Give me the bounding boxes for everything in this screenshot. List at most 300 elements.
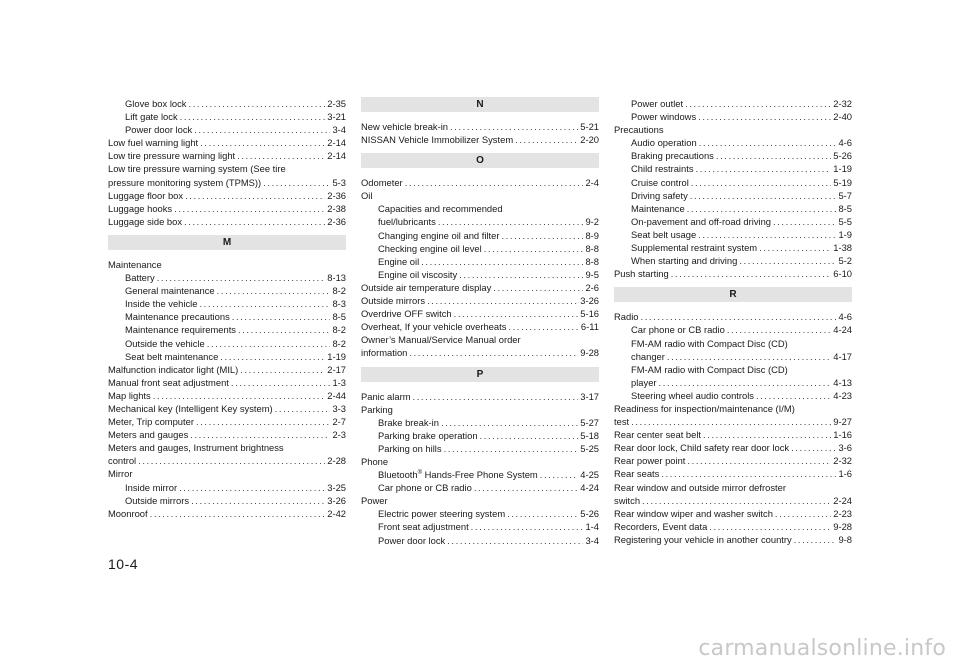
entry-label-text: information bbox=[361, 347, 408, 359]
page-reference: 6-11 bbox=[580, 321, 599, 333]
index-entry bbox=[108, 376, 346, 389]
page-reference: 8-9 bbox=[585, 229, 599, 241]
dot-leader bbox=[480, 429, 579, 442]
entry-label bbox=[614, 454, 685, 467]
section-letter-header: N bbox=[361, 97, 599, 112]
entry-label bbox=[631, 241, 757, 254]
index-subheading: Maintenance bbox=[108, 258, 162, 270]
entry-label bbox=[108, 376, 229, 389]
index-entry bbox=[361, 346, 599, 359]
page-reference: 1-38 bbox=[833, 242, 852, 254]
entry-label-text: Panic alarm bbox=[361, 390, 411, 402]
dot-leader bbox=[773, 215, 836, 228]
index-subheading: Low tire pressure warning system (See tire bbox=[108, 163, 286, 175]
dot-leader bbox=[727, 323, 831, 336]
entry-label bbox=[378, 255, 419, 268]
index-entry bbox=[614, 202, 852, 215]
entry-label-text: Outside air temperature display bbox=[361, 281, 492, 293]
page-reference: 2-42 bbox=[327, 507, 346, 519]
index-subheading: Oil bbox=[361, 190, 373, 202]
page-reference: 3-4 bbox=[585, 534, 599, 546]
entry-label bbox=[614, 520, 707, 533]
dot-leader bbox=[238, 323, 330, 336]
index-entry bbox=[108, 350, 346, 363]
dot-leader bbox=[232, 310, 331, 323]
page-reference: 2-14 bbox=[327, 137, 346, 149]
entry-label bbox=[125, 284, 215, 297]
entry-label-text: Luggage floor box bbox=[108, 189, 184, 201]
entry-label bbox=[125, 123, 192, 136]
entry-label bbox=[614, 415, 629, 428]
section-letter-header: O bbox=[361, 153, 599, 168]
page-reference: 1-6 bbox=[838, 468, 852, 480]
entry-label bbox=[361, 307, 452, 320]
page-reference: 3-26 bbox=[580, 295, 599, 307]
entry-label bbox=[631, 254, 737, 267]
entry-label bbox=[125, 481, 177, 494]
page-reference: 2-20 bbox=[580, 134, 599, 146]
entry-label-text: Moonroof bbox=[108, 507, 148, 519]
dot-leader bbox=[698, 110, 831, 123]
page-reference: 8-2 bbox=[332, 285, 346, 297]
page-reference: 2-35 bbox=[327, 98, 346, 109]
index-entry bbox=[361, 229, 599, 242]
entry-label-text: Audio operation bbox=[631, 137, 697, 149]
index-entry bbox=[108, 323, 346, 336]
entry-label-text: Checking engine oil level bbox=[378, 242, 482, 254]
index-entry bbox=[614, 533, 852, 546]
entry-label bbox=[125, 110, 178, 123]
entry-label-text: Recorders, Event data bbox=[614, 520, 708, 532]
entry-label-text: Seat belt maintenance bbox=[125, 350, 219, 362]
entry-label bbox=[361, 294, 425, 307]
index-entry bbox=[614, 136, 852, 149]
entry-label-text: Changing engine oil and filter bbox=[378, 229, 500, 241]
entry-label bbox=[631, 202, 685, 215]
entry-label-text: Bluetooth bbox=[378, 469, 418, 481]
dot-leader bbox=[690, 189, 837, 202]
dot-leader bbox=[671, 267, 832, 280]
page-reference: 9-5 bbox=[585, 268, 599, 280]
dot-leader bbox=[189, 97, 326, 110]
page-reference: 4-24 bbox=[580, 482, 599, 494]
index-entry bbox=[614, 520, 852, 533]
index-entry bbox=[361, 416, 599, 429]
dot-leader bbox=[185, 189, 325, 202]
entry-label-text: Outside mirrors bbox=[361, 295, 426, 307]
index-entry bbox=[614, 176, 852, 189]
entry-label bbox=[378, 534, 445, 547]
page-reference: 3-6 bbox=[838, 442, 852, 454]
page-reference: 5-26 bbox=[833, 150, 852, 162]
entry-label-text: Glove box lock bbox=[125, 98, 187, 109]
index-entry bbox=[361, 133, 599, 146]
index-entry bbox=[361, 507, 599, 520]
entry-label bbox=[108, 363, 238, 376]
page-reference: 9-27 bbox=[833, 416, 852, 428]
index-entry bbox=[614, 310, 852, 323]
page-reference: 3-4 bbox=[332, 124, 346, 136]
dot-leader bbox=[196, 415, 330, 428]
index-subheading: Readiness for inspection/maintenance (I/M) bbox=[614, 402, 795, 414]
page-reference: 8-13 bbox=[327, 272, 346, 284]
page-reference: 3-3 bbox=[332, 402, 346, 414]
page-reference: 8-2 bbox=[332, 324, 346, 336]
dot-leader bbox=[794, 533, 837, 546]
dot-leader bbox=[659, 376, 832, 389]
dot-leader bbox=[493, 281, 583, 294]
entry-label-text: Map lights bbox=[108, 389, 151, 401]
index-entry bbox=[361, 176, 599, 189]
entry-label bbox=[631, 97, 683, 110]
entry-label bbox=[378, 416, 439, 429]
entry-label bbox=[108, 136, 198, 149]
entry-label bbox=[108, 507, 148, 520]
entry-label bbox=[614, 494, 640, 507]
page-reference: 1-9 bbox=[838, 228, 852, 240]
dot-leader bbox=[157, 271, 326, 284]
entry-label bbox=[631, 110, 696, 123]
index-subheading: Phone bbox=[361, 455, 389, 467]
entry-label bbox=[631, 176, 689, 189]
entry-label-text: Rear door lock, Child safety rear door lock bbox=[614, 442, 790, 454]
dot-leader bbox=[474, 481, 578, 494]
page-reference: 2-17 bbox=[327, 363, 346, 375]
index-entry bbox=[108, 123, 346, 136]
entry-label-text: Overdrive OFF switch bbox=[361, 308, 452, 320]
dot-leader bbox=[631, 415, 831, 428]
entry-label bbox=[614, 267, 669, 280]
index-entry bbox=[108, 454, 346, 467]
entry-label-text: switch bbox=[614, 494, 641, 506]
dot-leader bbox=[685, 97, 831, 110]
index-entry bbox=[614, 189, 852, 202]
entry-label-text: Meter, Trip computer bbox=[108, 416, 194, 428]
index-entry bbox=[614, 110, 852, 123]
page-reference: 2-6 bbox=[585, 281, 599, 293]
index-entry bbox=[361, 215, 599, 228]
section-letter-header: P bbox=[361, 367, 599, 382]
entry-label-text: player bbox=[631, 376, 657, 388]
index-entry bbox=[361, 120, 599, 133]
entry-label-text: Maintenance precautions bbox=[125, 311, 230, 323]
page-reference: 5-2 bbox=[838, 255, 852, 267]
entry-label-text: Battery bbox=[125, 272, 155, 284]
page-reference: 4-23 bbox=[833, 389, 852, 401]
dot-leader bbox=[450, 120, 578, 133]
dot-leader bbox=[138, 454, 325, 467]
index-entry bbox=[108, 284, 346, 297]
index-entry bbox=[614, 254, 852, 267]
page-reference: 4-25 bbox=[580, 469, 599, 481]
section-letter-header: M bbox=[108, 235, 346, 250]
dot-leader bbox=[447, 534, 583, 547]
page-reference: 1-4 bbox=[585, 521, 599, 533]
index-entry bbox=[108, 310, 346, 323]
entry-label bbox=[108, 428, 188, 441]
entry-label-text: Parking on hills bbox=[378, 442, 442, 454]
index-entry bbox=[614, 441, 852, 454]
dot-leader bbox=[661, 467, 836, 480]
page-reference: 1-3 bbox=[332, 376, 346, 388]
entry-label bbox=[125, 271, 155, 284]
entry-label-text: Rear power point bbox=[614, 455, 686, 467]
entry-label bbox=[108, 215, 182, 228]
entry-label-text: Rear window wiper and washer switch bbox=[614, 507, 773, 519]
index-entry bbox=[108, 297, 346, 310]
entry-label bbox=[614, 428, 701, 441]
index-entry bbox=[108, 337, 346, 350]
entry-label bbox=[108, 415, 194, 428]
dot-leader bbox=[441, 416, 578, 429]
dot-leader bbox=[691, 176, 831, 189]
dot-leader bbox=[791, 441, 836, 454]
entry-label bbox=[125, 97, 187, 110]
index-entry bbox=[614, 389, 852, 402]
entry-label-text: When starting and driving bbox=[631, 255, 738, 267]
index-entry bbox=[108, 215, 346, 228]
dot-leader bbox=[240, 363, 325, 376]
page-reference: 2-38 bbox=[327, 202, 346, 214]
index-entry bbox=[108, 415, 346, 428]
index-entry bbox=[108, 97, 346, 110]
page-reference: 5-5 bbox=[838, 215, 852, 227]
dot-leader bbox=[709, 520, 831, 533]
page-reference: 2-28 bbox=[327, 455, 346, 467]
entry-label-text: Electric power steering system bbox=[378, 508, 506, 520]
entry-label bbox=[361, 120, 448, 133]
entry-label bbox=[614, 441, 789, 454]
entry-label bbox=[378, 507, 505, 520]
entry-label-text: Power outlet bbox=[631, 98, 684, 109]
entry-label-text: Registering your vehicle in another country bbox=[614, 533, 792, 545]
entry-label-text: Engine oil viscosity bbox=[378, 268, 458, 280]
index-entry bbox=[614, 97, 852, 110]
index-subheading: FM-AM radio with Compact Disc (CD) bbox=[631, 337, 788, 349]
dot-leader bbox=[698, 228, 836, 241]
dot-leader bbox=[540, 468, 579, 481]
entry-label bbox=[631, 189, 688, 202]
entry-label-text: Malfunction indicator light (MIL) bbox=[108, 363, 239, 375]
entry-label-text: Power door lock bbox=[378, 534, 446, 546]
entry-label bbox=[361, 390, 411, 403]
entry-label bbox=[125, 297, 197, 310]
entry-label bbox=[378, 268, 457, 281]
index-entry bbox=[614, 162, 852, 175]
page-reference: 8-8 bbox=[585, 242, 599, 254]
entry-label-text: Inside mirror bbox=[125, 481, 178, 493]
dot-leader bbox=[507, 507, 578, 520]
entry-label-text: Brake break-in bbox=[378, 416, 439, 428]
entry-label bbox=[108, 189, 183, 202]
page-reference: 3-25 bbox=[327, 481, 346, 493]
entry-label-text: Power door lock bbox=[125, 124, 193, 136]
entry-label-text: Radio bbox=[614, 311, 639, 323]
entry-label-text: Parking brake operation bbox=[378, 429, 478, 441]
entry-label bbox=[378, 242, 482, 255]
dot-leader bbox=[699, 136, 837, 149]
entry-label-text: Front seat adjustment bbox=[378, 521, 469, 533]
entry-label bbox=[631, 228, 696, 241]
page-reference: 1-16 bbox=[833, 429, 852, 441]
dot-leader bbox=[184, 215, 325, 228]
index-entry bbox=[108, 149, 346, 162]
dot-leader bbox=[275, 402, 331, 415]
dot-leader bbox=[759, 241, 831, 254]
page-reference: 2-32 bbox=[833, 98, 852, 109]
index-entry bbox=[108, 402, 346, 415]
entry-label-text: Odometer bbox=[361, 177, 403, 189]
index-subheading: Precautions bbox=[614, 124, 664, 136]
dot-leader bbox=[687, 454, 831, 467]
index-subheading: FM-AM radio with Compact Disc (CD) bbox=[631, 363, 788, 375]
index-entry bbox=[108, 428, 346, 441]
page-reference: 4-24 bbox=[833, 324, 852, 336]
page-reference: 4-6 bbox=[838, 137, 852, 149]
entry-label-text: Low fuel warning light bbox=[108, 137, 199, 149]
entry-label bbox=[125, 337, 205, 350]
entry-label bbox=[108, 149, 235, 162]
entry-label bbox=[378, 468, 538, 481]
index-entry bbox=[614, 415, 852, 428]
dot-leader bbox=[641, 310, 837, 323]
page-reference: 8-8 bbox=[585, 255, 599, 267]
entry-label bbox=[378, 481, 472, 494]
entry-label-text: Power windows bbox=[631, 111, 697, 123]
dot-leader bbox=[739, 254, 836, 267]
entry-label-text: Engine oil bbox=[378, 255, 420, 267]
dot-leader bbox=[180, 110, 326, 123]
entry-label bbox=[378, 429, 478, 442]
entry-label-text: Meters and gauges bbox=[108, 429, 189, 441]
index-entry bbox=[108, 176, 346, 189]
index-entry bbox=[108, 202, 346, 215]
dot-leader bbox=[421, 255, 583, 268]
entry-label bbox=[361, 281, 491, 294]
index-entry bbox=[361, 320, 599, 333]
page-reference: 5-21 bbox=[580, 121, 599, 132]
index-column-1 bbox=[108, 97, 346, 520]
page-reference: 9-28 bbox=[580, 347, 599, 359]
dot-leader bbox=[515, 133, 578, 146]
index-entry bbox=[614, 241, 852, 254]
page-reference: 8-3 bbox=[332, 298, 346, 310]
entry-label bbox=[361, 346, 407, 359]
entry-label bbox=[631, 136, 697, 149]
page-reference: 9-28 bbox=[833, 520, 852, 532]
page-reference: 5-3 bbox=[332, 176, 346, 188]
entry-label bbox=[614, 507, 773, 520]
watermark: carmanualsonline.info bbox=[698, 636, 946, 661]
dot-leader bbox=[409, 346, 578, 359]
index-entry bbox=[361, 268, 599, 281]
entry-label bbox=[125, 350, 218, 363]
index-entry bbox=[614, 454, 852, 467]
dot-leader bbox=[191, 494, 325, 507]
page-reference: 2-24 bbox=[833, 494, 852, 506]
dot-leader bbox=[190, 428, 330, 441]
dot-leader bbox=[454, 307, 579, 320]
dot-leader bbox=[471, 520, 584, 533]
index-entry bbox=[361, 534, 599, 547]
dot-leader bbox=[413, 390, 579, 403]
entry-label-text: Car phone or CB radio bbox=[631, 324, 725, 336]
index-entry bbox=[361, 242, 599, 255]
page-reference: 4-17 bbox=[833, 350, 852, 362]
index-entry bbox=[361, 255, 599, 268]
page-reference: 2-3 bbox=[332, 429, 346, 441]
entry-label bbox=[614, 310, 639, 323]
entry-label-text: Luggage side box bbox=[108, 215, 183, 227]
page-reference: 2-36 bbox=[327, 189, 346, 201]
entry-label-text: Lift gate lock bbox=[125, 111, 178, 123]
index-entry bbox=[614, 149, 852, 162]
entry-label bbox=[108, 454, 136, 467]
entry-label bbox=[361, 320, 506, 333]
index-column-2 bbox=[361, 97, 599, 547]
index-subheading: Meters and gauges, Instrument brightness bbox=[108, 442, 284, 454]
entry-label bbox=[631, 323, 725, 336]
index-entry bbox=[614, 376, 852, 389]
dot-leader bbox=[405, 176, 584, 189]
index-entry bbox=[108, 110, 346, 123]
dot-leader bbox=[150, 507, 326, 520]
dot-leader bbox=[237, 149, 325, 162]
dot-leader bbox=[687, 202, 837, 215]
dot-leader bbox=[427, 294, 578, 307]
index-entry bbox=[614, 350, 852, 363]
page-reference: 3-26 bbox=[327, 494, 346, 506]
page-reference: 9-8 bbox=[838, 533, 852, 545]
page-reference: 3-17 bbox=[580, 390, 599, 402]
dot-leader bbox=[153, 389, 326, 402]
index-entry bbox=[108, 189, 346, 202]
entry-label bbox=[631, 162, 694, 175]
entry-label-text-continued: Hands-Free Phone System bbox=[422, 469, 538, 481]
dot-leader bbox=[200, 136, 325, 149]
index-entry bbox=[614, 228, 852, 241]
index-entry bbox=[614, 267, 852, 280]
entry-label-text: changer bbox=[631, 350, 665, 362]
entry-label bbox=[125, 323, 236, 336]
dot-leader bbox=[220, 350, 325, 363]
dot-leader bbox=[263, 176, 330, 189]
page-reference: 9-2 bbox=[585, 216, 599, 228]
dot-leader bbox=[459, 268, 583, 281]
page-reference: 4-6 bbox=[838, 311, 852, 323]
index-entry bbox=[108, 507, 346, 520]
page-reference: 5-16 bbox=[580, 308, 599, 320]
dot-leader bbox=[642, 494, 831, 507]
index-entry bbox=[361, 294, 599, 307]
page-number: 10-4 bbox=[108, 556, 139, 572]
page-reference: 8-2 bbox=[332, 337, 346, 349]
page-reference: 5-7 bbox=[838, 189, 852, 201]
entry-label bbox=[125, 310, 230, 323]
page-reference: 6-10 bbox=[833, 268, 852, 280]
dot-leader bbox=[444, 442, 579, 455]
dot-leader bbox=[217, 284, 331, 297]
dot-leader bbox=[438, 215, 584, 228]
entry-label-text: Car phone or CB radio bbox=[378, 482, 472, 494]
index-entry bbox=[361, 390, 599, 403]
entry-label-text: Seat belt usage bbox=[631, 228, 697, 240]
entry-label bbox=[631, 389, 754, 402]
entry-label bbox=[614, 467, 659, 480]
entry-label-text: fuel/lubricants bbox=[378, 216, 436, 228]
entry-label-text: Cruise control bbox=[631, 176, 689, 188]
page-reference: 2-14 bbox=[327, 150, 346, 162]
